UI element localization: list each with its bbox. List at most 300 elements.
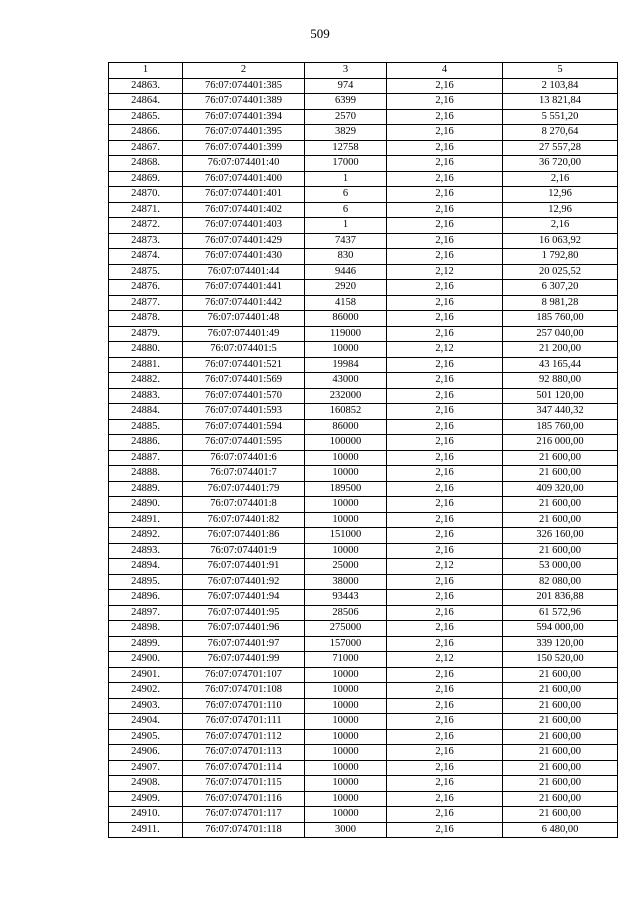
table-cell: 76:07:074401:97 <box>183 636 305 652</box>
table-cell: 2,16 <box>387 605 503 621</box>
table-body <box>109 78 618 838</box>
table-cell: 10000 <box>305 667 387 683</box>
table-cell: 100000 <box>305 435 387 451</box>
table-cell: 24899. <box>109 636 183 652</box>
table-cell: 10000 <box>305 698 387 714</box>
table-cell: 2,16 <box>387 683 503 699</box>
table-cell: 339 120,00 <box>503 636 618 652</box>
table-cell: 2,16 <box>387 791 503 807</box>
table-cell: 76:07:074701:117 <box>183 807 305 823</box>
table-cell: 21 600,00 <box>503 745 618 761</box>
table-row <box>109 574 618 590</box>
table-cell: 21 600,00 <box>503 729 618 745</box>
table-cell: 24903. <box>109 698 183 714</box>
table-row <box>109 528 618 544</box>
table-row <box>109 605 618 621</box>
table-cell: 501 120,00 <box>503 388 618 404</box>
table-cell: 76:07:074401:5 <box>183 342 305 358</box>
table-cell: 2,16 <box>387 295 503 311</box>
table-cell: 2,16 <box>387 156 503 172</box>
table-cell: 160852 <box>305 404 387 420</box>
table-row <box>109 683 618 699</box>
table-cell: 76:07:074401:94 <box>183 590 305 606</box>
table-cell: 2,16 <box>387 94 503 110</box>
table-cell: 2,16 <box>387 729 503 745</box>
table-cell: 21 600,00 <box>503 698 618 714</box>
table-cell: 10000 <box>305 512 387 528</box>
table-cell: 2,16 <box>387 667 503 683</box>
table-cell: 119000 <box>305 326 387 342</box>
table-cell: 24863. <box>109 78 183 94</box>
table-row <box>109 435 618 451</box>
table-cell: 2,16 <box>387 807 503 823</box>
table-cell: 24883. <box>109 388 183 404</box>
table-cell: 24885. <box>109 419 183 435</box>
table-cell: 24864. <box>109 94 183 110</box>
table-cell: 594 000,00 <box>503 621 618 637</box>
table-cell: 24891. <box>109 512 183 528</box>
table-cell: 61 572,96 <box>503 605 618 621</box>
table-row <box>109 760 618 776</box>
table-cell: 76:07:074701:112 <box>183 729 305 745</box>
table-cell: 12,96 <box>503 187 618 203</box>
table-cell: 24871. <box>109 202 183 218</box>
table-cell: 76:07:074701:113 <box>183 745 305 761</box>
table-cell: 76:07:074401:395 <box>183 125 305 141</box>
table-cell: 76:07:074401:48 <box>183 311 305 327</box>
table-row <box>109 791 618 807</box>
table-row <box>109 342 618 358</box>
table-header <box>109 63 618 79</box>
table-row <box>109 404 618 420</box>
table-cell: 76:07:074401:49 <box>183 326 305 342</box>
table-cell: 24895. <box>109 574 183 590</box>
table-cell: 2,16 <box>387 621 503 637</box>
table-cell: 76:07:074701:107 <box>183 667 305 683</box>
table-cell: 24866. <box>109 125 183 141</box>
table-cell: 24908. <box>109 776 183 792</box>
table-row <box>109 776 618 792</box>
table-cell: 8 270,64 <box>503 125 618 141</box>
table-cell: 10000 <box>305 450 387 466</box>
table-cell: 2,16 <box>387 435 503 451</box>
table-row <box>109 156 618 172</box>
table-cell: 24867. <box>109 140 183 156</box>
table-cell: 24880. <box>109 342 183 358</box>
table-cell: 7437 <box>305 233 387 249</box>
table-cell: 24910. <box>109 807 183 823</box>
table-cell: 76:07:074401:44 <box>183 264 305 280</box>
table-row <box>109 698 618 714</box>
table-cell: 150 520,00 <box>503 652 618 668</box>
table-cell: 2,16 <box>387 822 503 838</box>
table-cell: 10000 <box>305 791 387 807</box>
table-cell: 4158 <box>305 295 387 311</box>
page-number: 509 <box>310 26 330 41</box>
table-cell: 76:07:074401:8 <box>183 497 305 513</box>
table-cell: 185 760,00 <box>503 419 618 435</box>
table-cell: 25000 <box>305 559 387 575</box>
table-cell: 76:07:074401:95 <box>183 605 305 621</box>
table-row <box>109 729 618 745</box>
table-cell: 21 600,00 <box>503 791 618 807</box>
column-header: 1 <box>109 63 183 79</box>
table-row <box>109 745 618 761</box>
table-cell: 8 981,28 <box>503 295 618 311</box>
table-cell: 10000 <box>305 776 387 792</box>
table-cell: 76:07:074401:593 <box>183 404 305 420</box>
table-cell: 24870. <box>109 187 183 203</box>
table-cell: 76:07:074401:521 <box>183 357 305 373</box>
table-cell: 10000 <box>305 729 387 745</box>
table-cell: 10000 <box>305 497 387 513</box>
table-cell: 1 <box>305 218 387 234</box>
table-cell: 10000 <box>305 466 387 482</box>
table-cell: 76:07:074401:569 <box>183 373 305 389</box>
table-row <box>109 280 618 296</box>
table-row <box>109 512 618 528</box>
table-cell: 38000 <box>305 574 387 590</box>
table-cell: 2,16 <box>387 698 503 714</box>
table-cell: 24868. <box>109 156 183 172</box>
table-row <box>109 667 618 683</box>
table-cell: 6 <box>305 187 387 203</box>
table-cell: 201 836,88 <box>503 590 618 606</box>
table-cell: 76:07:074401:86 <box>183 528 305 544</box>
table-row <box>109 714 618 730</box>
table-cell: 19984 <box>305 357 387 373</box>
table-cell: 76:07:074401:401 <box>183 187 305 203</box>
table-row <box>109 621 618 637</box>
table-cell: 409 320,00 <box>503 481 618 497</box>
table-cell: 232000 <box>305 388 387 404</box>
table-cell: 76:07:074401:91 <box>183 559 305 575</box>
table-cell: 185 760,00 <box>503 311 618 327</box>
table-cell: 24889. <box>109 481 183 497</box>
table-cell: 92 880,00 <box>503 373 618 389</box>
table-cell: 24905. <box>109 729 183 745</box>
table-cell: 2,16 <box>387 528 503 544</box>
table-cell: 76:07:074401:429 <box>183 233 305 249</box>
table-row <box>109 822 618 838</box>
table-row <box>109 249 618 265</box>
table-cell: 24892. <box>109 528 183 544</box>
table-cell: 2,16 <box>387 404 503 420</box>
table-cell: 2920 <box>305 280 387 296</box>
table-cell: 2,16 <box>387 450 503 466</box>
table-cell: 2,16 <box>387 590 503 606</box>
table-cell: 76:07:074701:115 <box>183 776 305 792</box>
table-cell: 2,16 <box>503 171 618 187</box>
table-cell: 24911. <box>109 822 183 838</box>
table-cell: 216 000,00 <box>503 435 618 451</box>
table-cell: 2,12 <box>387 264 503 280</box>
table-row <box>109 94 618 110</box>
table-cell: 21 600,00 <box>503 714 618 730</box>
table-cell: 2,16 <box>387 311 503 327</box>
table-cell: 13 821,84 <box>503 94 618 110</box>
table-cell: 2 103,84 <box>503 78 618 94</box>
table-cell: 2,12 <box>387 342 503 358</box>
table-row <box>109 326 618 342</box>
table-cell: 2,16 <box>387 466 503 482</box>
table-cell: 2,16 <box>387 745 503 761</box>
table-row <box>109 450 618 466</box>
table-cell: 2,16 <box>387 218 503 234</box>
table-row <box>109 419 618 435</box>
column-header: 5 <box>503 63 618 79</box>
table-row <box>109 373 618 389</box>
table-cell: 76:07:074401:430 <box>183 249 305 265</box>
table-cell: 1 792,80 <box>503 249 618 265</box>
table-cell: 24909. <box>109 791 183 807</box>
table-cell: 24896. <box>109 590 183 606</box>
table-cell: 24897. <box>109 605 183 621</box>
table-cell: 974 <box>305 78 387 94</box>
table-cell: 2,16 <box>387 481 503 497</box>
table-cell: 10000 <box>305 807 387 823</box>
table-row <box>109 187 618 203</box>
table-cell: 6 480,00 <box>503 822 618 838</box>
table-cell: 6399 <box>305 94 387 110</box>
table-cell: 82 080,00 <box>503 574 618 590</box>
table-cell: 2,16 <box>387 233 503 249</box>
table-cell: 86000 <box>305 311 387 327</box>
table-cell: 76:07:074401:79 <box>183 481 305 497</box>
table-row <box>109 807 618 823</box>
table-cell: 326 160,00 <box>503 528 618 544</box>
table-cell: 24876. <box>109 280 183 296</box>
table-cell: 10000 <box>305 342 387 358</box>
table-cell: 76:07:074401:40 <box>183 156 305 172</box>
table-cell: 76:07:074701:116 <box>183 791 305 807</box>
table-cell: 21 600,00 <box>503 466 618 482</box>
table-cell: 76:07:074401:389 <box>183 94 305 110</box>
table-cell: 10000 <box>305 745 387 761</box>
table-cell: 830 <box>305 249 387 265</box>
table-cell: 2,16 <box>387 419 503 435</box>
table-cell: 24901. <box>109 667 183 683</box>
table-cell: 21 600,00 <box>503 543 618 559</box>
table-cell: 6 <box>305 202 387 218</box>
table-cell: 6 307,20 <box>503 280 618 296</box>
table-row <box>109 109 618 125</box>
table-cell: 76:07:074401:92 <box>183 574 305 590</box>
table-cell: 2,16 <box>387 171 503 187</box>
table-cell: 2,16 <box>387 249 503 265</box>
table-cell: 9446 <box>305 264 387 280</box>
table-cell: 24886. <box>109 435 183 451</box>
table-cell: 76:07:074401:595 <box>183 435 305 451</box>
table-cell: 10000 <box>305 714 387 730</box>
table-cell: 21 600,00 <box>503 497 618 513</box>
table-cell: 24898. <box>109 621 183 637</box>
table-cell: 157000 <box>305 636 387 652</box>
table-cell: 86000 <box>305 419 387 435</box>
table-cell: 2,16 <box>387 636 503 652</box>
column-header: 3 <box>305 63 387 79</box>
table-cell: 43000 <box>305 373 387 389</box>
table-cell: 21 600,00 <box>503 512 618 528</box>
table-cell: 2,16 <box>387 202 503 218</box>
table-cell: 24873. <box>109 233 183 249</box>
table-cell: 76:07:074401:99 <box>183 652 305 668</box>
table-cell: 24888. <box>109 466 183 482</box>
table-cell: 76:07:074401:399 <box>183 140 305 156</box>
table-row <box>109 140 618 156</box>
table-cell: 53 000,00 <box>503 559 618 575</box>
table-cell: 21 200,00 <box>503 342 618 358</box>
table-cell: 24881. <box>109 357 183 373</box>
table-cell: 10000 <box>305 543 387 559</box>
table-cell: 76:07:074401:570 <box>183 388 305 404</box>
table-cell: 3829 <box>305 125 387 141</box>
table-cell: 93443 <box>305 590 387 606</box>
table-cell: 2,16 <box>387 388 503 404</box>
table-cell: 151000 <box>305 528 387 544</box>
table-cell: 2,16 <box>387 109 503 125</box>
table-cell: 24875. <box>109 264 183 280</box>
table-row <box>109 652 618 668</box>
table-cell: 24874. <box>109 249 183 265</box>
table-cell: 24900. <box>109 652 183 668</box>
table-row <box>109 636 618 652</box>
table-cell: 76:07:074401:385 <box>183 78 305 94</box>
table-cell: 2,16 <box>503 218 618 234</box>
table-cell: 76:07:074401:9 <box>183 543 305 559</box>
table-cell: 76:07:074401:6 <box>183 450 305 466</box>
table-cell: 189500 <box>305 481 387 497</box>
table-cell: 3000 <box>305 822 387 838</box>
table-cell: 76:07:074401:594 <box>183 419 305 435</box>
table-cell: 24879. <box>109 326 183 342</box>
table-cell: 24865. <box>109 109 183 125</box>
table-row <box>109 233 618 249</box>
table-cell: 2,16 <box>387 78 503 94</box>
table-cell: 76:07:074401:400 <box>183 171 305 187</box>
table-cell: 76:07:074401:402 <box>183 202 305 218</box>
table-cell: 2570 <box>305 109 387 125</box>
table-cell: 2,16 <box>387 125 503 141</box>
table-cell: 24878. <box>109 311 183 327</box>
table-cell: 24893. <box>109 543 183 559</box>
table-row <box>109 202 618 218</box>
table-cell: 76:07:074701:108 <box>183 683 305 699</box>
table-row <box>109 466 618 482</box>
table-cell: 24877. <box>109 295 183 311</box>
table-cell: 76:07:074701:114 <box>183 760 305 776</box>
table-cell: 257 040,00 <box>503 326 618 342</box>
table-cell: 20 025,52 <box>503 264 618 280</box>
table-row <box>109 388 618 404</box>
table-row <box>109 357 618 373</box>
table-cell: 76:07:074401:442 <box>183 295 305 311</box>
table-cell: 27 557,28 <box>503 140 618 156</box>
table-row <box>109 590 618 606</box>
table-cell: 2,16 <box>387 776 503 792</box>
table-cell: 76:07:074401:403 <box>183 218 305 234</box>
table-cell: 275000 <box>305 621 387 637</box>
table-row <box>109 264 618 280</box>
table-row <box>109 311 618 327</box>
table-cell: 76:07:074401:7 <box>183 466 305 482</box>
table-cell: 2,16 <box>387 326 503 342</box>
table-cell: 2,16 <box>387 574 503 590</box>
table-cell: 2,12 <box>387 559 503 575</box>
data-table <box>108 62 618 838</box>
table-cell: 76:07:074701:110 <box>183 698 305 714</box>
table-cell: 24872. <box>109 218 183 234</box>
table-cell: 2,16 <box>387 714 503 730</box>
table-row <box>109 543 618 559</box>
table-cell: 2,12 <box>387 652 503 668</box>
table-cell: 21 600,00 <box>503 450 618 466</box>
table-cell: 71000 <box>305 652 387 668</box>
table-cell: 2,16 <box>387 280 503 296</box>
table-cell: 76:07:074701:111 <box>183 714 305 730</box>
table-cell: 21 600,00 <box>503 776 618 792</box>
table-cell: 2,16 <box>387 497 503 513</box>
table-cell: 24882. <box>109 373 183 389</box>
table-cell: 10000 <box>305 760 387 776</box>
table-cell: 2,16 <box>387 187 503 203</box>
table-cell: 24894. <box>109 559 183 575</box>
table-cell: 21 600,00 <box>503 683 618 699</box>
table-cell: 76:07:074401:82 <box>183 512 305 528</box>
table-cell: 76:07:074401:394 <box>183 109 305 125</box>
table-cell: 24907. <box>109 760 183 776</box>
table-cell: 24904. <box>109 714 183 730</box>
table-cell: 10000 <box>305 683 387 699</box>
table-cell: 24884. <box>109 404 183 420</box>
table-cell: 2,16 <box>387 373 503 389</box>
table-cell: 5 551,20 <box>503 109 618 125</box>
table-cell: 24906. <box>109 745 183 761</box>
table-cell: 76:07:074401:441 <box>183 280 305 296</box>
table-cell: 17000 <box>305 156 387 172</box>
table-cell: 76:07:074401:96 <box>183 621 305 637</box>
table-cell: 76:07:074701:118 <box>183 822 305 838</box>
table-row <box>109 497 618 513</box>
table-cell: 24887. <box>109 450 183 466</box>
table-cell: 28506 <box>305 605 387 621</box>
table-row <box>109 78 618 94</box>
table-cell: 2,16 <box>387 140 503 156</box>
table-cell: 24902. <box>109 683 183 699</box>
table-cell: 36 720,00 <box>503 156 618 172</box>
table-row <box>109 559 618 575</box>
table-cell: 16 063,92 <box>503 233 618 249</box>
table-cell: 12,96 <box>503 202 618 218</box>
table-cell: 2,16 <box>387 543 503 559</box>
table-cell: 24890. <box>109 497 183 513</box>
table-cell: 24869. <box>109 171 183 187</box>
column-header: 4 <box>387 63 503 79</box>
table-row <box>109 218 618 234</box>
table-cell: 347 440,32 <box>503 404 618 420</box>
table-cell: 2,16 <box>387 357 503 373</box>
table-row <box>109 295 618 311</box>
table-row <box>109 171 618 187</box>
table-cell: 21 600,00 <box>503 807 618 823</box>
table-cell: 43 165,44 <box>503 357 618 373</box>
table-row <box>109 125 618 141</box>
table-cell: 21 600,00 <box>503 667 618 683</box>
header-row <box>109 63 618 79</box>
table-cell: 12758 <box>305 140 387 156</box>
table-cell: 1 <box>305 171 387 187</box>
column-header: 2 <box>183 63 305 79</box>
